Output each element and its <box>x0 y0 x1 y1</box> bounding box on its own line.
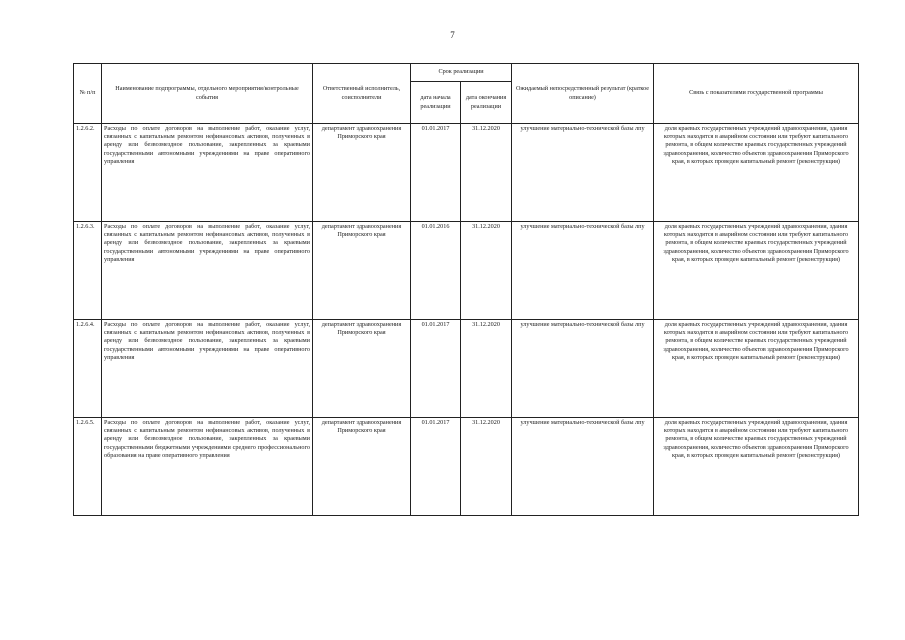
header-end: дата окончания реализации <box>461 82 512 124</box>
end-date: 31.12.2020 <box>461 418 512 516</box>
end-date: 31.12.2020 <box>461 222 512 320</box>
event-name: Расходы по оплате договоров на выполнение работ, оказание услуг, связанных с капитальным ремонтом нефинансовых активов, полученных в аренду или безвозмездное пользование, закрепленных за краевыми государственными автономными учреждениями на праве оперативного управления <box>102 320 313 418</box>
header-num: № п/п <box>74 64 102 124</box>
table-row <box>74 124 859 222</box>
expected-result: улучшение материально-технической базы лпу <box>512 418 654 516</box>
table-row <box>74 222 859 320</box>
event-name: Расходы по оплате договоров на выполнение работ, оказание услуг, связанных с капитальным ремонтом нефинансовых активов, полученных в аренду или безвозмездное пользование, закрепленных за краевыми государственными бюджетными учреждениями среднего профессионального образования на праве оперативного управления <box>102 418 313 516</box>
executor: департамент здравоохранения Приморского края <box>313 222 411 320</box>
start-date: 01.01.2017 <box>411 124 461 222</box>
executor: департамент здравоохранения Приморского края <box>313 320 411 418</box>
header-result: Ожидаемый непосредственный результат (краткое описание) <box>512 64 654 124</box>
page-number: 7 <box>450 30 455 40</box>
header-executor: Ответственный исполнитель, соисполнители <box>313 64 411 124</box>
expected-result: улучшение материально-технической базы лпу <box>512 320 654 418</box>
indicator-link: доля краевых государственных учреждений здравоохранения, здания которых находятся в аварийном состоянии или требуют капитального ремонта, в общем количестве краевых государственных учреждений здравоохранения, количество объектов здравоохранения Приморского края, в которых проведен капитальный ремонт (реконструкция) <box>654 222 859 320</box>
header-link: Связь с показателями государственной программы <box>654 64 859 124</box>
expected-result: улучшение материально-технической базы лпу <box>512 222 654 320</box>
event-name: Расходы по оплате договоров на выполнение работ, оказание услуг, связанных с капитальным ремонтом нефинансовых активов, полученных в аренду или безвозмездное пользование, закрепленных за краевыми государственными автономными учреждениями на праве оперативного управления <box>102 124 313 222</box>
indicator-link: доля краевых государственных учреждений здравоохранения, здания которых находятся в аварийном состоянии или требуют капитального ремонта, в общем количестве краевых государственных учреждений здравоохранения, количество объектов здравоохранения Приморского края, в которых проведен капитальный ремонт (реконструкция) <box>654 124 859 222</box>
header-name: Наименование подпрограммы, отдельного мероприятия/контрольные события <box>102 64 313 124</box>
expected-result: улучшение материально-технической базы лпу <box>512 124 654 222</box>
row-number: 1.2.6.2. <box>74 124 102 222</box>
event-name: Расходы по оплате договоров на выполнение работ, оказание услуг, связанных с капитальным ремонтом нефинансовых активов, полученных в аренду или безвозмездное пользование, закрепленных за краевыми государственными автономными учреждениями на праве оперативного управления <box>102 222 313 320</box>
table-row <box>74 320 859 418</box>
start-date: 01.01.2017 <box>411 418 461 516</box>
end-date: 31.12.2020 <box>461 320 512 418</box>
table-row <box>74 418 859 516</box>
header-period: Срок реализации <box>411 64 512 82</box>
row-number: 1.2.6.3. <box>74 222 102 320</box>
row-number: 1.2.6.4. <box>74 320 102 418</box>
executor: департамент здравоохранения Приморского края <box>313 418 411 516</box>
start-date: 01.01.2016 <box>411 222 461 320</box>
indicator-link: доля краевых государственных учреждений здравоохранения, здания которых находятся в аварийном состоянии или требуют капитального ремонта, в общем количестве краевых государственных учреждений здравоохранения, количество объектов здравоохранения Приморского края, в которых проведен капитальный ремонт (реконструкция) <box>654 418 859 516</box>
program-table <box>73 63 859 516</box>
end-date: 31.12.2020 <box>461 124 512 222</box>
indicator-link: доля краевых государственных учреждений здравоохранения, здания которых находятся в аварийном состоянии или требуют капитального ремонта, в общем количестве краевых государственных учреждений здравоохранения, количество объектов здравоохранения Приморского края, в которых проведен капитальный ремонт (реконструкция) <box>654 320 859 418</box>
row-number: 1.2.6.5. <box>74 418 102 516</box>
start-date: 01.01.2017 <box>411 320 461 418</box>
executor: департамент здравоохранения Приморского края <box>313 124 411 222</box>
header-start: дата начала реализации <box>411 82 461 124</box>
